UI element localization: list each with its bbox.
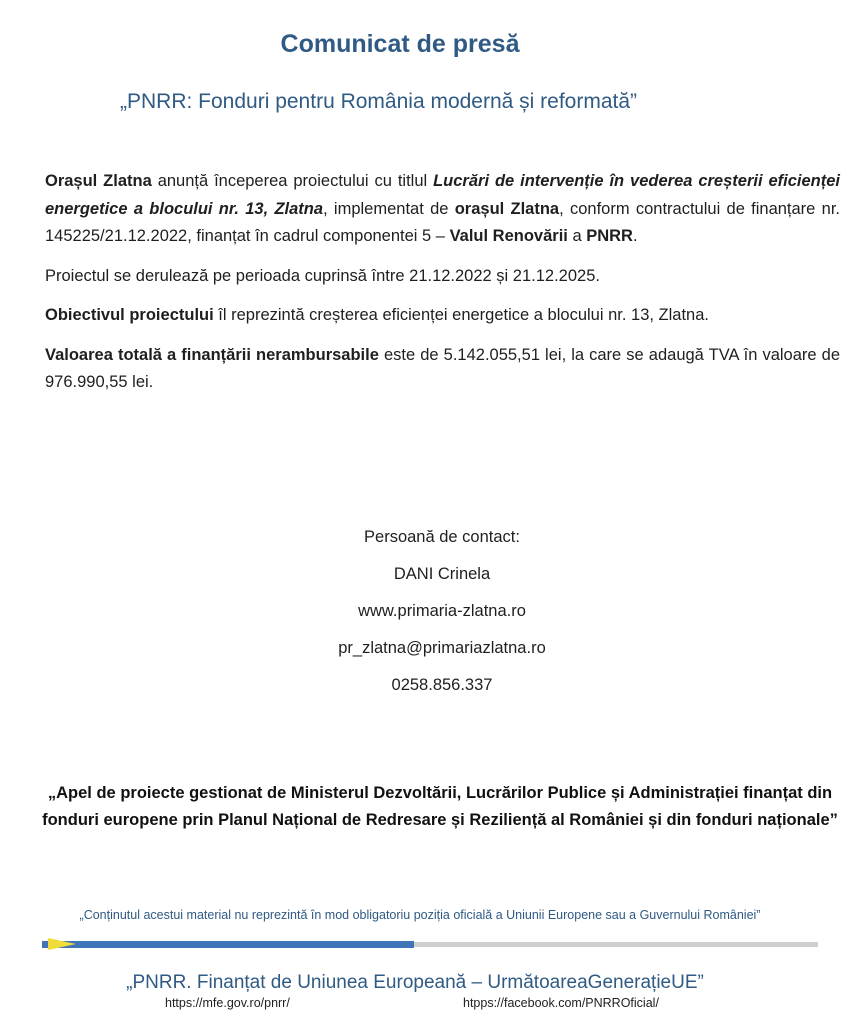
divider-fill	[42, 941, 414, 948]
text-span: , implementat de	[323, 199, 455, 218]
text-span: anunță începerea proiectului cu titlul	[151, 172, 434, 190]
text-span: , conform contractului de finanțare nr. 145225/21.12.2022, finanțat în cadrul componentei 5 –	[45, 199, 840, 245]
press-release-body	[45, 168, 840, 409]
text-span: a	[567, 227, 587, 245]
text-span: îl reprezintă creșterea eficienței energetice a blocului nr. 13, Zlatna.	[213, 306, 709, 324]
text-span: .	[632, 227, 638, 245]
contact-block	[0, 522, 855, 707]
page-title: Comunicat de presă	[280, 30, 520, 58]
contact-phone: 0258.856.337	[391, 676, 493, 694]
contact-heading: Persoană de contact:	[364, 528, 520, 546]
contact-email: pr_zlatna@primariazlatna.ro	[338, 639, 546, 657]
paragraph-objective	[45, 302, 840, 330]
arrow-tip-icon	[48, 938, 76, 950]
paragraph-intro	[45, 168, 840, 251]
funding-appeal: „Apel de proiecte gestionat de Ministerul Dezvoltării, Lucrărilor Publice și Administrației finanțat din fonduri europene prin Planul Național de Redresare și Reziliență al României și din fonduri naționale”	[42, 784, 838, 829]
value-label: Valoarea totală a finanțării nerambursabile	[45, 345, 379, 364]
paragraph-value	[45, 342, 840, 397]
contact-website: www.primaria-zlatna.ro	[358, 602, 526, 620]
implementer-name: orașul Zlatna	[454, 199, 560, 218]
component-name: Valul Renovării	[449, 227, 568, 245]
footer-divider-bar	[42, 941, 818, 948]
paragraph-period: Proiectul se derulează pe perioada cuprinsă între 21.12.2022 și 21.12.2025.	[45, 266, 600, 285]
link-facebook[interactable]: htpps://facebook.com/PNRROficial/	[463, 996, 659, 1010]
footer-tagline: „PNRR. Finanțat de Uniunea Europeană – UrmătoareaGenerațieUE”	[126, 972, 704, 993]
project-title: Lucrări de intervenție în vederea creșterii eficienței energetice a blocului nr. 13, Zlatna	[45, 172, 840, 218]
link-mfe[interactable]: https://mfe.gov.ro/pnrr/	[165, 996, 290, 1010]
program-name: PNRR	[586, 227, 633, 245]
text-span: este de 5.142.055,51 lei, la care se adaugă TVA în valoare de 976.990,55 lei.	[45, 345, 841, 391]
objective-label: Obiectivul proiectului	[45, 306, 214, 324]
disclaimer: „Conținutul acestui material nu reprezintă în mod obligatoriu poziția oficială a Uniunii Europene sau a Guvernului României”	[79, 908, 761, 922]
city-name: Orașul Zlatna	[45, 172, 152, 190]
contact-name: DANI Crinela	[393, 565, 491, 583]
page-subtitle: „PNRR: Fonduri pentru România modernă și reformată”	[120, 90, 638, 113]
